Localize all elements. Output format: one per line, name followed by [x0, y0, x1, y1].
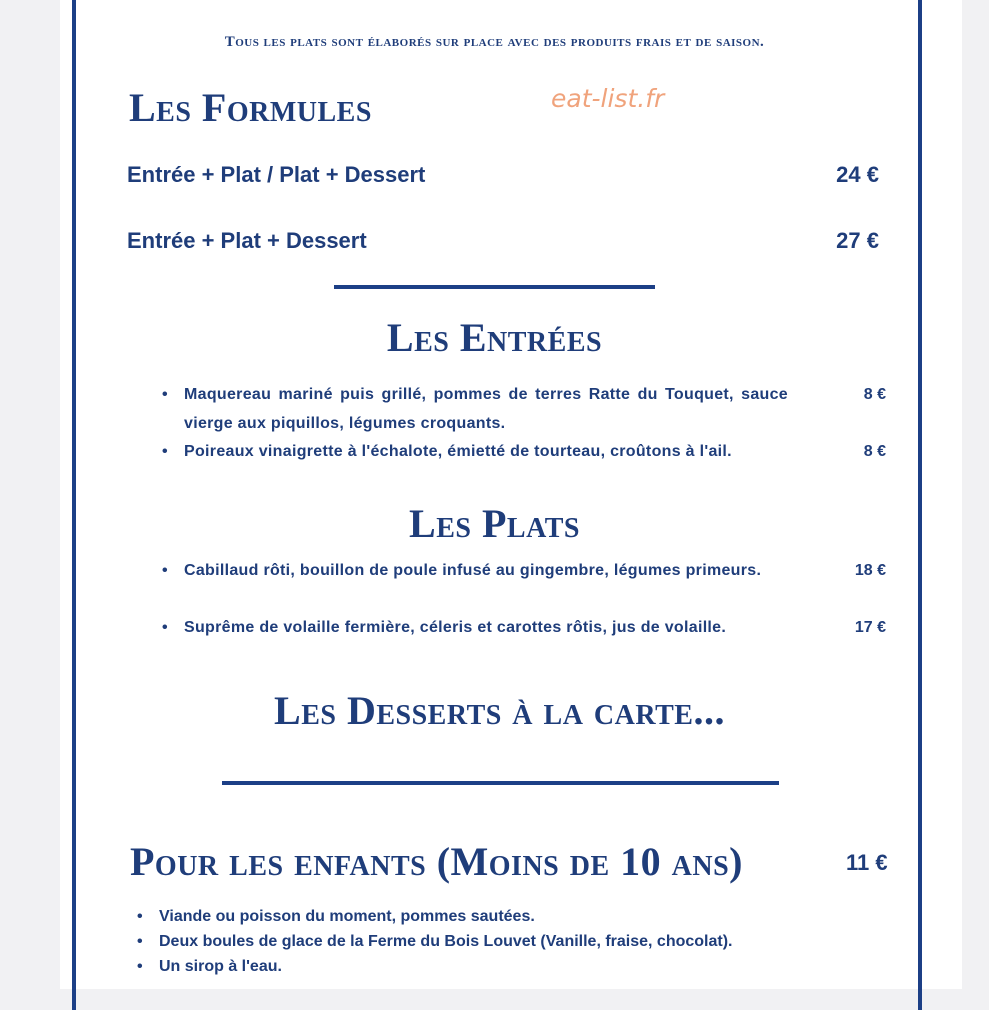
bullet-icon: • — [162, 619, 168, 636]
bullet-icon: • — [137, 933, 143, 950]
bullet-icon: • — [137, 908, 143, 925]
enfants-item — [137, 958, 282, 976]
bullet-icon: • — [137, 958, 143, 975]
section-divider — [222, 781, 779, 785]
watermark-text: eat-list.fr — [551, 84, 665, 113]
menu-item — [162, 380, 886, 438]
item-price: 18 € — [854, 562, 886, 579]
enfants-title: Pour les enfants (Moins de 10 ans) — [130, 839, 743, 884]
formule-row — [127, 162, 879, 188]
item-description: Cabillaud rôti, bouillon de poule infusé au gingembre, légumes primeurs. — [184, 562, 762, 579]
enfants-item-text: Deux boules de glace de la Ferme du Bois Louvet (Vanille, fraise, chocolat). — [159, 933, 733, 950]
item-description: Poireaux vinaigrette à l'échalote, émietté de tourteau, croûtons à l'ail. — [184, 443, 732, 460]
entrees-title: Les Entrées — [386, 315, 603, 360]
menu-intro-text: Tous les plats sont élaborés sur place avec des produits frais et de saison. — [224, 34, 765, 50]
item-description: Maquereau mariné puis grillé, pommes de terres Ratte du Touquet, sauce vierge aux piquillos, légumes croquants. — [184, 386, 788, 432]
menu-item — [162, 556, 886, 585]
formules-title: Les Formules — [129, 85, 372, 130]
enfants-item — [137, 908, 535, 926]
formule-label: Entrée + Plat + Dessert — [127, 228, 367, 253]
item-price: 8 € — [863, 386, 886, 403]
formule-price: 27 € — [836, 228, 879, 253]
enfants-item — [137, 933, 733, 951]
formule-row — [127, 228, 879, 254]
menu-item — [162, 437, 886, 466]
desserts-title: Les Desserts à la carte... — [274, 688, 725, 733]
enfants-item-text: Viande ou poisson du moment, pommes sautées. — [159, 908, 535, 925]
bullet-icon: • — [162, 562, 168, 579]
enfants-item-text: Un sirop à l'eau. — [159, 958, 282, 975]
formule-label: Entrée + Plat / Plat + Dessert — [127, 162, 426, 187]
menu-item — [162, 613, 886, 642]
item-price: 17 € — [854, 619, 886, 636]
enfants-price: 11 € — [846, 850, 888, 875]
bullet-icon: • — [162, 443, 168, 460]
item-description: Suprême de volaille fermière, céleris et carottes rôtis, jus de volaille. — [184, 619, 727, 636]
formule-price: 24 € — [836, 162, 879, 187]
item-price: 8 € — [863, 443, 886, 460]
bullet-icon: • — [162, 386, 168, 403]
section-divider — [334, 285, 655, 289]
plats-title: Les Plats — [409, 501, 580, 546]
